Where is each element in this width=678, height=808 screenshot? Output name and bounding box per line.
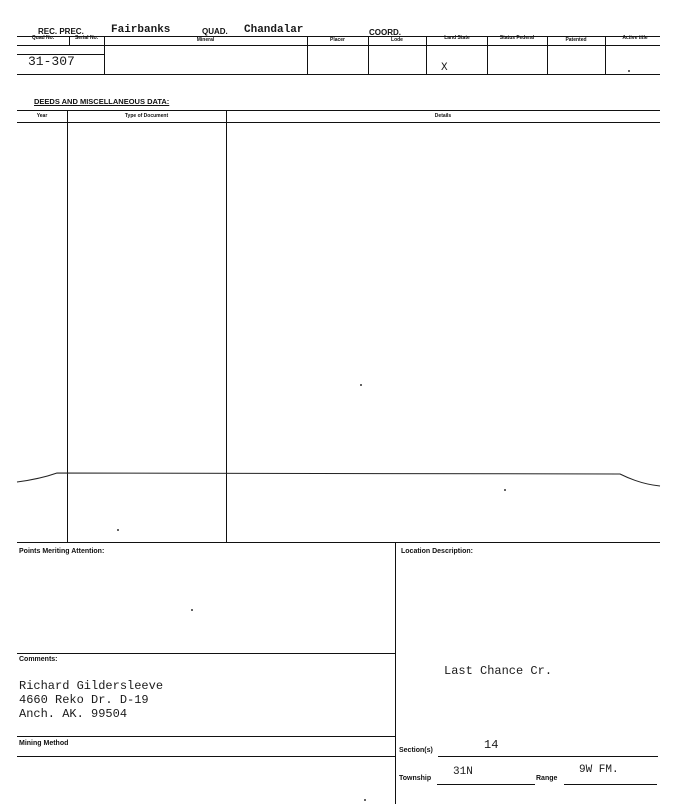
- township-value: 31N: [453, 766, 473, 778]
- land-state-mark: X: [441, 62, 448, 74]
- quad-value: Chandalar: [244, 24, 304, 36]
- comment-line-1: Richard Gildersleeve: [19, 679, 164, 693]
- col-mineral: Mineral: [196, 37, 215, 43]
- col-land-state: Land State: [444, 35, 470, 41]
- speck: [117, 529, 119, 531]
- rec-prec-value: Fairbanks: [111, 24, 171, 36]
- col-quad-no: Quad No.: [31, 35, 55, 41]
- speck: [364, 799, 366, 801]
- col-year: Year: [36, 113, 48, 119]
- mining-method-label: Mining Method: [19, 740, 69, 747]
- speck: [628, 70, 630, 72]
- deeds-title: DEEDS AND MISCELLANEOUS DATA:: [34, 97, 170, 106]
- quad-serial-value: 31-307: [28, 54, 75, 69]
- location-label: Location Description:: [401, 548, 473, 555]
- speck: [504, 489, 506, 491]
- col-status-federal: Status Federal: [499, 35, 535, 41]
- range-label: Range: [536, 775, 558, 782]
- township-label: Township: [399, 775, 432, 782]
- col-patented: Patented: [565, 37, 587, 43]
- quad-label: QUAD.: [202, 27, 228, 36]
- section-value: 14: [484, 738, 499, 752]
- col-details: Details: [434, 113, 452, 119]
- col-lode: Lode: [391, 37, 403, 43]
- comment-line-2: 4660 Reko Dr. D-19: [19, 693, 149, 707]
- rec-prec-label: REC. PREC.: [38, 27, 84, 36]
- col-active-title: Active title: [622, 35, 648, 41]
- points-label: Points Meriting Attention:: [19, 548, 105, 555]
- fold-line: [0, 460, 678, 500]
- col-serial-no: Serial No.: [74, 35, 99, 41]
- lower-divider: [395, 542, 396, 804]
- speck: [191, 609, 193, 611]
- section-label: Section(s): [399, 747, 433, 754]
- speck: [360, 384, 362, 386]
- comment-line-3: Anch. AK. 99504: [19, 707, 128, 721]
- comments-label: Comments:: [19, 656, 58, 663]
- coord-label: COORD.: [369, 28, 401, 37]
- location-value: Last Chance Cr.: [444, 664, 553, 678]
- col-type-of-document: Type of Document: [124, 113, 169, 119]
- col-placer: Placer: [329, 37, 345, 43]
- range-value: 9W FM.: [579, 764, 619, 776]
